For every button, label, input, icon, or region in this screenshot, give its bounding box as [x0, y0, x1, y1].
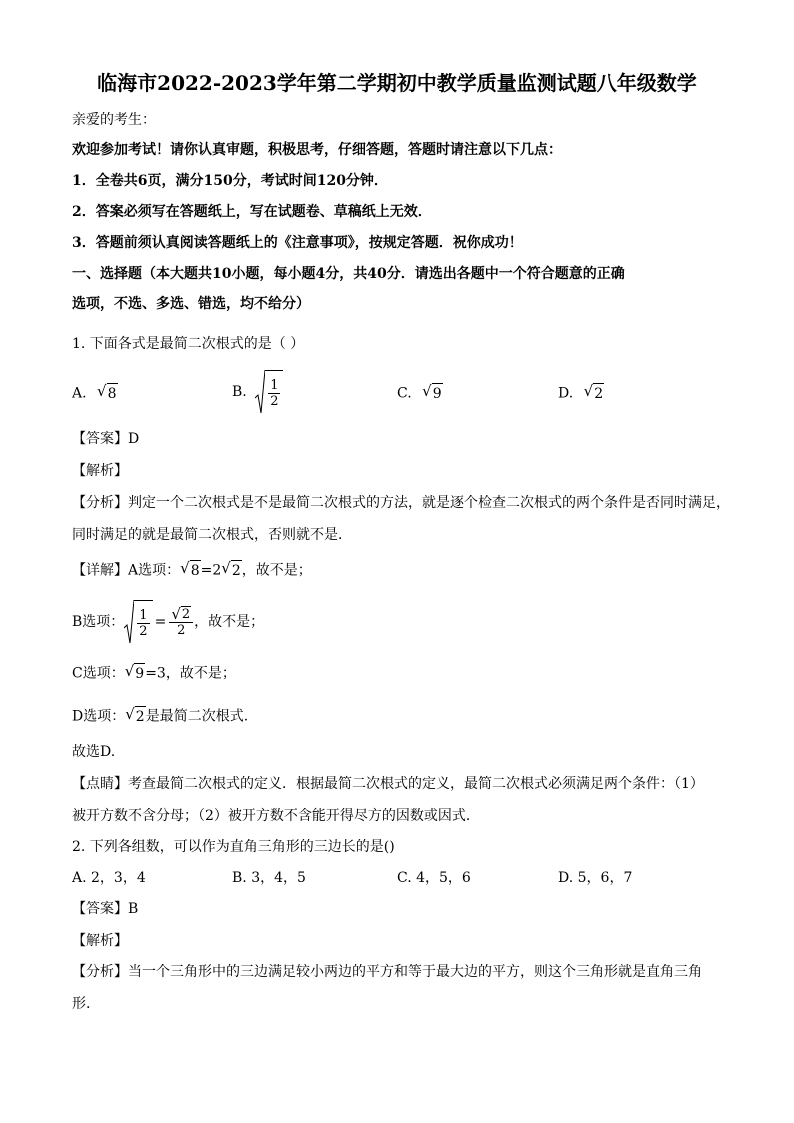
q1-option-c [397, 383, 443, 404]
q1-detail-a [72, 560, 312, 581]
q1-analysis-tag: 【解析】 [72, 463, 128, 479]
detail-b-prefix: B选项： [72, 614, 125, 630]
sqrt-expression [171, 606, 191, 622]
answer-value: D [128, 431, 140, 447]
sqrt-expression [125, 663, 145, 684]
numerator: 1 [270, 377, 279, 393]
fraction [268, 378, 280, 409]
detail-c-prefix: C选项： [72, 665, 125, 682]
q1-fenxi-line-2: 同时满足的就是最简二次根式，否则就不是． [72, 527, 352, 543]
sqrt-sign: √ [583, 382, 594, 400]
denominator: 2 [270, 393, 279, 409]
section-1-heading-line-1: 一、选择题（本大题共10小题，每小题4分，共40分．请选出各题中一个符合题意的正确 [72, 266, 625, 282]
sqrt-sign: √ [124, 662, 135, 680]
answer-value: B [128, 901, 139, 917]
detail-tag: 【详解】 [72, 562, 128, 579]
greeting: 亲爱的考生： [72, 112, 156, 128]
option-label: C. [397, 385, 412, 402]
denominator: 2 [139, 623, 148, 639]
note-3: 3．答题前须认真阅读答题纸上的《注意事项》，按规定答题．祝你成功！ [72, 235, 523, 251]
radicand: 2 [135, 706, 146, 727]
q1-choose: 故选D. [72, 744, 116, 760]
note-2: 2．答案必须写在答题纸上，写在试题卷、草稿纸上无效． [72, 204, 432, 220]
denominator: 2 [177, 623, 186, 638]
big-sqrt-sign [124, 600, 134, 644]
q2-fenxi-line-2: 形. [72, 996, 91, 1012]
sqrt-sign: √ [171, 605, 181, 623]
radicand: 9 [432, 383, 443, 404]
option-label: A. [72, 385, 87, 402]
numerator: 1 [139, 607, 148, 623]
sqrt-sign: √ [180, 559, 190, 577]
welcome-text: 欢迎参加考试！请你认真审题，积极思考，仔细答题，答题时请注意以下几点： [72, 142, 562, 158]
big-sqrt-sign [255, 370, 265, 414]
q2-option-d: D. 5，6，7 [558, 870, 633, 886]
radicand: 8 [190, 560, 201, 581]
q2-fenxi-line-1 [72, 962, 702, 982]
radicand: 2 [181, 607, 191, 622]
detail-a-suffix: ，故不是； [241, 562, 312, 579]
q1-detail-c [72, 663, 236, 684]
dianjing-tag: 【点睛】 [72, 776, 128, 792]
detail-d-suffix: 是最简二次根式. [145, 708, 249, 725]
radicand: 2 [593, 383, 604, 404]
sqrt-expression [97, 383, 117, 404]
q1-detail-d [72, 706, 248, 727]
sqrt-sign: √ [221, 559, 231, 577]
sqrt-expression [125, 706, 145, 727]
detail-a-mid: =2 [200, 562, 222, 579]
q1-detail-b [72, 600, 264, 644]
answer-tag: 【答案】 [72, 431, 128, 447]
sqrt-sign: √ [97, 382, 107, 400]
sqrt-fraction-expression [255, 370, 283, 414]
fenxi-tag: 【分析】 [72, 495, 128, 511]
sqrt-sign: √ [422, 382, 432, 400]
q1-dianjing-line-2: 被开方数不含分母；（2）被开方数不含能开得尽方的因数或因式． [72, 808, 480, 824]
q1-option-d [558, 383, 604, 404]
q1-option-a [72, 383, 118, 404]
fraction [169, 606, 193, 638]
q2-stem: 2. 下列各组数，可以作为直角三角形的三边长的是() [72, 839, 395, 855]
q2-answer [72, 899, 138, 919]
q1-option-b [232, 370, 283, 414]
page-title: 临海市2022-2023学年第二学期初中教学质量监测试题八年级数学 [97, 71, 697, 95]
q2-analysis-tag: 【解析】 [72, 933, 128, 949]
sqrt-expression [221, 560, 241, 581]
radicand: 8 [107, 383, 118, 404]
q2-option-c: C. 4，5，6 [397, 870, 471, 886]
sqrt-expression [180, 560, 200, 581]
radicand: 2 [231, 560, 242, 581]
detail-a-prefix: A选项： [128, 562, 181, 579]
sqrt-sign: √ [125, 705, 135, 723]
note-1: 1．全卷共6页，满分150分，考试时间120分钟． [72, 173, 388, 189]
q2-option-a: A. 2，3，4 [72, 870, 146, 886]
fraction [137, 608, 149, 639]
numerator [169, 606, 193, 623]
section-1-heading-line-2: 选项，不选、多选、错选，均不给分） [72, 296, 310, 312]
q1-answer [72, 429, 139, 449]
option-label: D. [558, 385, 574, 402]
fenxi-text: 判定一个二次根式是不是最简二次根式的方法，就是逐个检查二次根式的两个条件是否同时满足， [128, 495, 730, 511]
q1-stem: 1. 下面各式是最简二次根式的是（ ） [72, 336, 305, 352]
dianjing-text: 考查最简二次根式的定义．根据最简二次根式的定义，最简二次根式必须满足两个条件：（1） [128, 776, 704, 792]
detail-b-suffix: ，故不是； [194, 614, 265, 630]
sqrt-expression [422, 383, 442, 404]
option-label: B. [232, 384, 247, 400]
detail-c-suffix: =3，故不是； [145, 665, 236, 682]
sqrt-fraction-expression [124, 600, 152, 644]
fenxi-text: 当一个三角形中的三边满足较小两边的平方和等于最大边的平方，则这个三角形就是直角三角 [128, 964, 702, 980]
radicand: 9 [134, 663, 145, 684]
q1-fenxi-line-1 [72, 493, 730, 513]
detail-d-prefix: D选项： [72, 708, 126, 725]
sqrt-expression [584, 383, 604, 404]
q2-option-b: B. 3，4，5 [232, 870, 306, 886]
fenxi-tag: 【分析】 [72, 964, 128, 980]
q1-dianjing-line-1 [72, 774, 704, 794]
answer-tag: 【答案】 [72, 901, 128, 917]
equals: = [154, 614, 167, 630]
